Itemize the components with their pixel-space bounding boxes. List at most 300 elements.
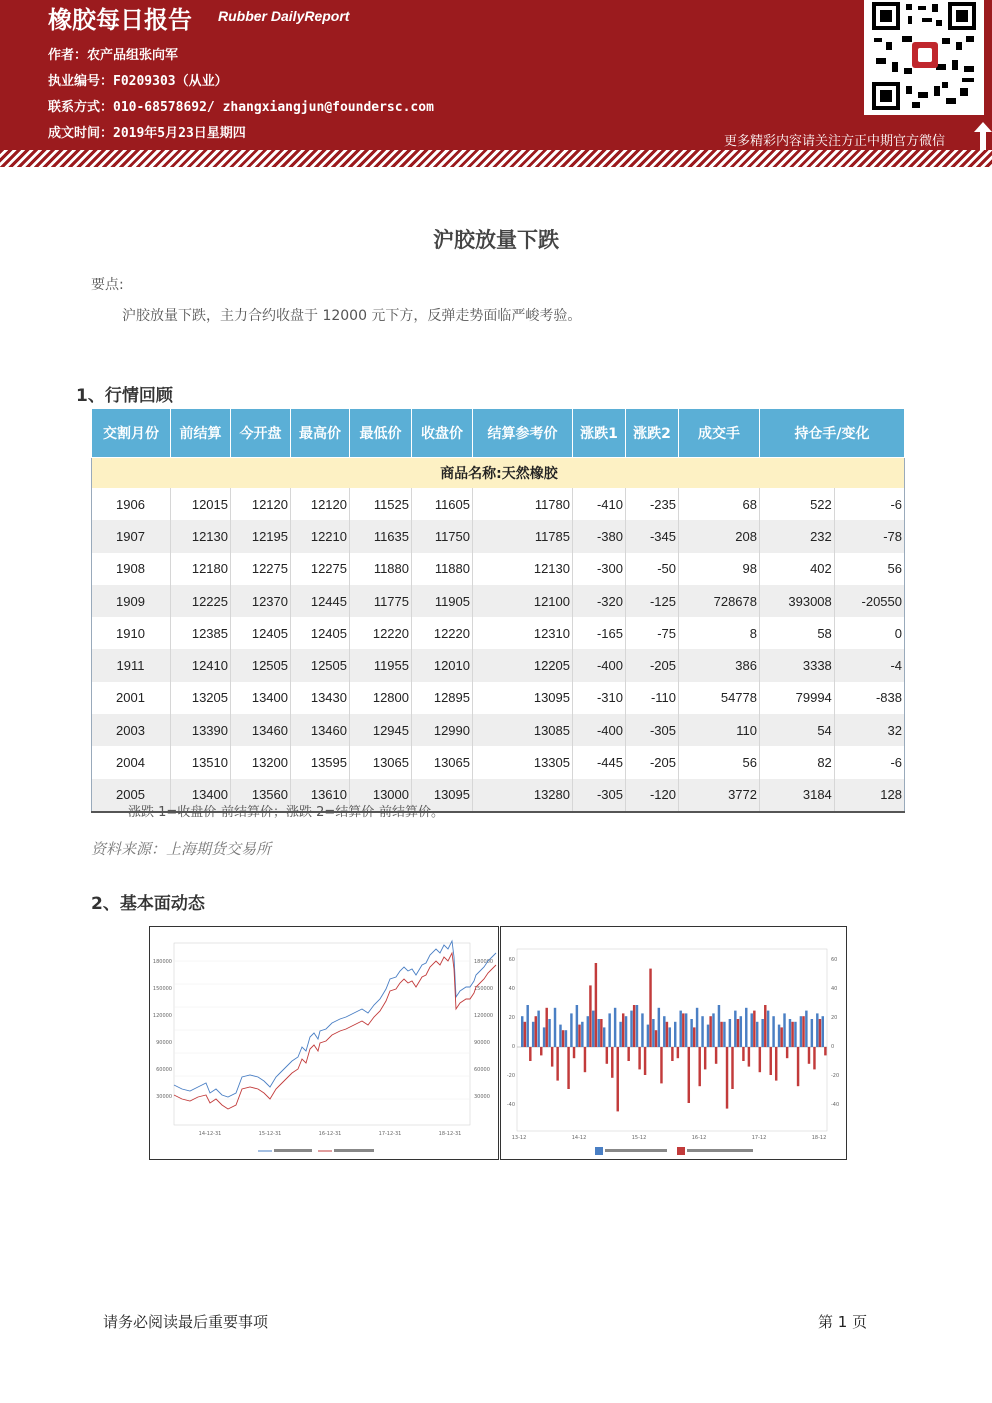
table-cell: 522 [760, 488, 835, 520]
table-cell: 13095 [473, 682, 573, 714]
bar-blue [565, 1030, 567, 1047]
bar-blue [526, 1005, 528, 1047]
bar-red [786, 1047, 788, 1058]
tick-label: -20 [506, 1073, 515, 1079]
table-cell: 386 [679, 649, 760, 681]
table-cell: 12195 [231, 520, 291, 552]
bar-red [726, 1047, 728, 1109]
table-cell: 13400 [171, 779, 231, 812]
table-row [92, 649, 905, 681]
bar-red [824, 1047, 826, 1055]
col-header: 最低价 [350, 409, 412, 458]
bar-red [715, 1047, 717, 1064]
table-cell: 11775 [350, 585, 412, 617]
tick-label: 40 [831, 986, 838, 992]
bar-blue [669, 1027, 671, 1047]
table-cell: 68 [679, 488, 760, 520]
bar-red [606, 1047, 608, 1064]
table-cell: 12100 [473, 585, 573, 617]
bar-red [649, 969, 651, 1047]
tick-label: 60000 [156, 1067, 172, 1073]
bar-red [660, 1047, 662, 1083]
report-header [0, 0, 992, 150]
col-header: 结算参考价 [473, 409, 573, 458]
table-cell: 1910 [92, 617, 171, 649]
bar-blue [630, 1011, 632, 1047]
table-cell: 11635 [350, 520, 412, 552]
tick-label: 90000 [156, 1040, 172, 1046]
bar-red [770, 1047, 772, 1075]
table-cell: -50 [626, 553, 679, 585]
bar-red [808, 1047, 810, 1064]
bar-blue [614, 1008, 616, 1047]
bar-blue [789, 1019, 791, 1047]
table-cell: 11905 [412, 585, 473, 617]
arrow-up-icon [974, 122, 992, 150]
tick-label: 18-12 [811, 1135, 827, 1141]
tick-label: 20 [831, 1015, 838, 1021]
bar-blue [751, 1013, 753, 1047]
table-cell: 13390 [171, 714, 231, 746]
table-cell: -4 [834, 649, 904, 681]
commodity-name: 商品名称:天然橡胶 [92, 458, 905, 489]
table-cell: -445 [573, 746, 626, 778]
table-cell: 11880 [350, 553, 412, 585]
table-cell: 11785 [473, 520, 573, 552]
table-cell: -380 [573, 520, 626, 552]
bar-blue [794, 1022, 796, 1047]
col-header: 最高价 [291, 409, 350, 458]
contact-info: 联系方式：010-68578692/ zhangxiangjun@foundersc.com [48, 100, 434, 115]
table-cell: 1909 [92, 585, 171, 617]
tick-label: 17-12-31 [378, 1131, 402, 1137]
follow-wechat-text: 更多精彩内容请关注方正中期官方微信 [724, 134, 946, 149]
keypoints-label: 要点: [91, 277, 124, 293]
bar-red [633, 1005, 635, 1047]
table-cell: -120 [626, 779, 679, 812]
col-header: 收盘价 [412, 409, 473, 458]
tick-label: 180000 [152, 959, 172, 965]
tick-label: 150000 [152, 986, 172, 992]
bar-blue [778, 1025, 780, 1047]
bar-red [775, 1047, 777, 1081]
table-cell: 12505 [291, 649, 350, 681]
table-cell: 3184 [760, 779, 835, 812]
table-cell: 1908 [92, 553, 171, 585]
bar-red [682, 1013, 684, 1047]
document-title: 沪胶放量下跌 [433, 228, 559, 252]
table-cell: -78 [834, 520, 904, 552]
table-cell: 11955 [350, 649, 412, 681]
table-cell: 12945 [350, 714, 412, 746]
bar-red [748, 1047, 750, 1067]
bar-blue [805, 1011, 807, 1047]
bar-red [797, 1047, 799, 1086]
bar-red [666, 1022, 668, 1047]
table-cell: 32 [834, 714, 904, 746]
tick-label: 40 [508, 986, 515, 992]
table-cell: 12410 [171, 649, 231, 681]
bar-blue [537, 1011, 539, 1047]
table-cell: 12205 [473, 649, 573, 681]
table-cell: 13595 [291, 746, 350, 778]
bar-red [720, 1022, 722, 1047]
table-cell: 12220 [350, 617, 412, 649]
bar-red [638, 1047, 640, 1069]
table-cell: 12130 [171, 520, 231, 552]
table-row [92, 746, 905, 778]
table-note: 涨跌 1=收盘价-前结算价；涨跌 2=结算价-前结算价。 [128, 805, 444, 820]
tick-label: 13-12 [511, 1135, 527, 1141]
table-row [92, 682, 905, 714]
table-cell: 13460 [291, 714, 350, 746]
table-cell: 13610 [291, 779, 350, 812]
bar-red [655, 1030, 657, 1047]
bar-blue [608, 1013, 610, 1047]
col-header: 成交手 [679, 409, 760, 458]
table-cell: 13095 [412, 779, 473, 812]
tick-label: 18-12-31 [438, 1131, 462, 1137]
bar-blue [592, 1011, 594, 1047]
bar-red [737, 1019, 739, 1047]
table-row [92, 520, 905, 552]
table-cell: 11525 [350, 488, 412, 520]
tick-label: 90000 [474, 1040, 490, 1046]
table-cell: 13065 [412, 746, 473, 778]
table-cell: 13460 [231, 714, 291, 746]
tick-label: 0 [511, 1044, 515, 1050]
bar-red [677, 1047, 679, 1058]
table-cell: 56 [679, 746, 760, 778]
bar-red [791, 1022, 793, 1047]
bar-red [627, 1047, 629, 1061]
bar-red [644, 1047, 646, 1075]
table-cell: 1906 [92, 488, 171, 520]
bar-blue [690, 1019, 692, 1047]
table-cell: 3772 [679, 779, 760, 812]
table-cell: 13430 [291, 682, 350, 714]
bar-red [764, 1005, 766, 1047]
table-cell: 2003 [92, 714, 171, 746]
table-cell: 82 [760, 746, 835, 778]
bar-red [529, 1047, 531, 1061]
table-cell: 13065 [350, 746, 412, 778]
bar-red [617, 1047, 619, 1111]
table-cell: 3338 [760, 649, 835, 681]
table-cell: 1911 [92, 649, 171, 681]
table-cell: -305 [626, 714, 679, 746]
table-cell: 11880 [412, 553, 473, 585]
tick-label: 150000 [474, 986, 494, 992]
tick-label: -40 [831, 1102, 840, 1108]
table-cell: -6 [890, 496, 902, 512]
table-cell: 12800 [350, 682, 412, 714]
table-cell: 11780 [473, 488, 573, 520]
quote-table [91, 408, 905, 813]
bar-blue [679, 1011, 681, 1047]
table-cell: 58 [760, 617, 835, 649]
bar-blue [559, 1025, 561, 1047]
table-cell: 12015 [171, 488, 231, 520]
table-cell: 393008 [760, 585, 835, 617]
bar-blue [548, 1019, 550, 1047]
bar-red [671, 1047, 673, 1061]
table-cell: -205 [626, 649, 679, 681]
bar-blue [718, 1005, 720, 1047]
table-row [92, 585, 905, 617]
table-cell: -165 [573, 617, 626, 649]
table-cell: -400 [573, 714, 626, 746]
table-cell: 54 [760, 714, 835, 746]
bar-blue [707, 1025, 709, 1047]
table-row [92, 553, 905, 585]
report-date: 成文时间：2019年5月23日星期四 [48, 126, 246, 141]
keypoints-text: 沪胶放量下跌，主力合约收盘于 12000 元下方，反弹走势面临严峻考验。 [122, 308, 582, 324]
bar-red [753, 1011, 755, 1047]
bar-blue [822, 1016, 824, 1047]
table-cell: 2004 [92, 746, 171, 778]
table-cell: 402 [760, 553, 835, 585]
table-cell: 13200 [231, 746, 291, 778]
table-cell: -400 [573, 649, 626, 681]
bar-red [551, 1047, 553, 1067]
table-cell: -20550 [834, 585, 904, 617]
table-cell: 208 [679, 520, 760, 552]
col-header: 今开盘 [231, 409, 291, 458]
tick-label: 20 [508, 1015, 515, 1021]
bar-red [622, 1013, 624, 1047]
table-cell: 13510 [171, 746, 231, 778]
table-header-row [92, 409, 905, 458]
bar-blue [554, 1008, 556, 1047]
bar-blue [729, 1019, 731, 1047]
tick-label: 60 [831, 957, 838, 963]
bar-red [567, 1047, 569, 1089]
bar-blue [619, 1022, 621, 1047]
report-title-cn: 橡胶每日报告 [48, 6, 192, 34]
table-cell: 12180 [171, 553, 231, 585]
table-cell: -110 [626, 682, 679, 714]
bar-red [611, 1047, 613, 1078]
bar-blue [532, 1022, 534, 1047]
tick-label: 60 [508, 957, 515, 963]
bar-blue [701, 1016, 703, 1047]
table-cell: -310 [573, 682, 626, 714]
bar-blue [521, 1016, 523, 1047]
bar-red [595, 963, 597, 1047]
bar-blue [625, 1016, 627, 1047]
col-header: 持仓手/变化 [760, 409, 905, 458]
table-cell: 12010 [412, 649, 473, 681]
table-cell: 12370 [231, 585, 291, 617]
tick-label: 17-12 [751, 1135, 767, 1141]
bar-blue [685, 1013, 687, 1047]
table-cell: -838 [875, 690, 902, 706]
table-cell: 12120 [231, 488, 291, 520]
table-cell: -300 [573, 553, 626, 585]
table-cell: 13205 [171, 682, 231, 714]
table-cell: -320 [573, 585, 626, 617]
table-cell: 13085 [473, 714, 573, 746]
bar-red [573, 1047, 575, 1058]
bar-blue [723, 1022, 725, 1047]
bar-red [545, 1008, 547, 1047]
table-cell: 12130 [473, 553, 573, 585]
table-cell: 12385 [171, 617, 231, 649]
bar-blue [598, 1019, 600, 1047]
bar-blue [816, 1013, 818, 1047]
bar-red [584, 1047, 586, 1072]
col-header: 交割月份 [92, 409, 171, 458]
table-cell: 79994 [760, 682, 835, 714]
table-cell: 11750 [412, 520, 473, 552]
table-cell: 2005 [92, 779, 171, 812]
bar-blue [663, 1016, 665, 1047]
table-cell: 12505 [231, 649, 291, 681]
table-cell: 110 [679, 714, 760, 746]
table-cell: 13400 [231, 682, 291, 714]
author: 作者：农产品组张向军 [48, 48, 179, 63]
table-cell: -125 [626, 585, 679, 617]
bar-red [535, 1016, 537, 1047]
table-cell: -305 [573, 779, 626, 812]
bar-red [589, 985, 591, 1047]
bar-blue [696, 1008, 698, 1047]
bar-blue [767, 1011, 769, 1047]
bar-red [802, 1016, 804, 1047]
table-cell: 12405 [291, 617, 350, 649]
bar-blue [811, 1019, 813, 1047]
bar-red [688, 1047, 690, 1103]
tick-label: 30000 [156, 1094, 172, 1100]
tick-label: 14-12-31 [198, 1131, 222, 1137]
bar-red [562, 1030, 564, 1047]
bar-red [556, 1047, 558, 1081]
table-cell: 12210 [291, 520, 350, 552]
page-number: 第 1 页 [818, 1313, 868, 1331]
qr-code-icon [864, 0, 984, 115]
bar-red [578, 1025, 580, 1047]
table-cell: 12225 [171, 585, 231, 617]
bar-blue [636, 1005, 638, 1047]
bar-blue [658, 1008, 660, 1047]
bar-red [731, 1047, 733, 1089]
table-row [92, 714, 905, 746]
table-cell: -6 [890, 755, 902, 771]
chart-inventory-line [149, 926, 499, 1160]
bar-blue [587, 1016, 589, 1047]
table-cell: -410 [573, 488, 626, 520]
report-title-en: Rubber DailyReport [218, 8, 350, 24]
table-cell: 12895 [412, 682, 473, 714]
table-cell: -345 [626, 520, 679, 552]
table-cell: 13280 [473, 779, 573, 812]
bar-red [704, 1047, 706, 1069]
table-row [92, 488, 905, 520]
bar-blue [652, 1019, 654, 1047]
tick-label: -40 [506, 1102, 515, 1108]
footer-disclaimer: 请务必阅读最后重要事项 [103, 1313, 269, 1331]
bar-red [693, 1027, 695, 1047]
table-cell: 56 [887, 561, 902, 577]
bar-blue [756, 1022, 758, 1047]
bar-blue [576, 1005, 578, 1047]
tick-label: 16-12-31 [318, 1131, 342, 1137]
table-cell: 12120 [291, 488, 350, 520]
table-cell: 13560 [231, 779, 291, 812]
bar-blue [581, 1022, 583, 1047]
col-header: 涨跌2 [626, 409, 679, 458]
table-cell: -235 [626, 488, 679, 520]
data-source: 资料来源：上海期货交易所 [91, 840, 272, 858]
tick-label: 0 [831, 1044, 835, 1050]
table-cell: 11605 [412, 488, 473, 520]
table-cell: 728678 [679, 585, 760, 617]
tick-label: 14-12 [571, 1135, 587, 1141]
bar-blue [772, 1016, 774, 1047]
table-cell: 128 [834, 779, 904, 812]
table-cell: 1907 [92, 520, 171, 552]
bar-blue [647, 1025, 649, 1047]
table-cell: 12275 [291, 553, 350, 585]
tick-label: 180000 [474, 959, 494, 965]
bar-blue [761, 1019, 763, 1047]
tick-label: 15-12 [631, 1135, 647, 1141]
table-cell: 8 [679, 617, 760, 649]
license-number: 执业编号：F0209303（从业） [48, 74, 228, 89]
bar-red [709, 1016, 711, 1047]
bar-blue [543, 1027, 545, 1047]
bar-blue [603, 1027, 605, 1047]
tick-label: -20 [831, 1073, 840, 1079]
bar-blue [745, 1008, 747, 1047]
bar-red [524, 1022, 526, 1047]
table-cell: 13000 [350, 779, 412, 812]
bar-red [813, 1047, 815, 1069]
header-stripe [0, 150, 992, 167]
bar-red [759, 1047, 761, 1072]
bar-red [819, 1019, 821, 1047]
table-cell: 0 [894, 625, 902, 641]
tick-label: 30000 [474, 1094, 490, 1100]
table-cell: -205 [626, 746, 679, 778]
table-cell: 12405 [231, 617, 291, 649]
table-cell: 12220 [412, 617, 473, 649]
section-fundamentals: 2、基本面动态 [91, 894, 205, 914]
table-cell: 2001 [92, 682, 171, 714]
commodity-row [92, 458, 905, 489]
table-cell: 12310 [473, 617, 573, 649]
bar-blue [800, 1016, 802, 1047]
tick-label: 16-12 [691, 1135, 707, 1141]
chart-inventory-bar [500, 926, 847, 1160]
bar-blue [734, 1011, 736, 1047]
table-cell: 54778 [679, 682, 760, 714]
table-cell: 12275 [231, 553, 291, 585]
section-market-review: 1、行情回顾 [76, 386, 173, 406]
bar-red [698, 1047, 700, 1086]
col-header: 涨跌1 [573, 409, 626, 458]
table-row [92, 617, 905, 649]
table-cell: 12445 [291, 585, 350, 617]
tick-label: 60000 [474, 1067, 490, 1073]
table-cell: 13305 [473, 746, 573, 778]
bar-blue [641, 1013, 643, 1047]
bar-red [540, 1047, 542, 1055]
bar-red [780, 1027, 782, 1047]
bar-blue [570, 1013, 572, 1047]
bar-blue [783, 1013, 785, 1047]
